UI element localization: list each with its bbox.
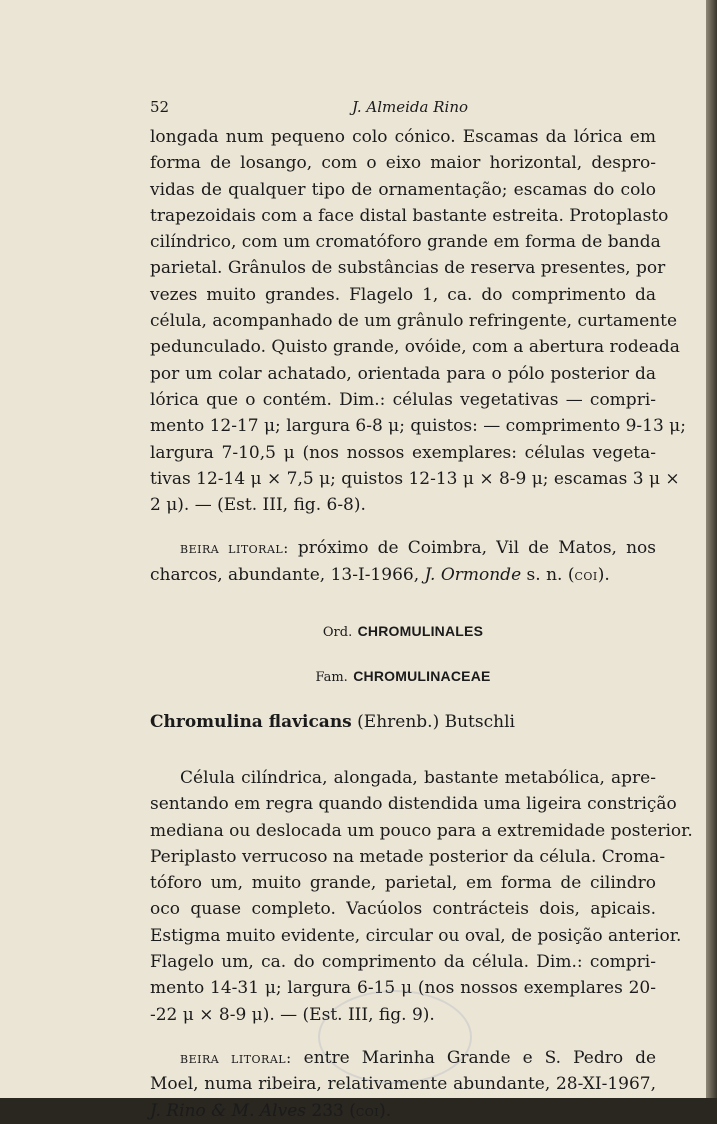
text-line: célula, acompanhado de um grânulo refringente, curtamente — [150, 311, 678, 332]
locality-line: J. Rino & M. Alves 233 (coi). — [150, 1100, 392, 1121]
text-line: Flagelo um, ca. do comprimento da célula. Dim.: compri- — [150, 952, 656, 973]
text-line: pedunculado. Quisto grande, ovóide, com a abertura rodeada — [150, 337, 680, 358]
text-line: vezes muito grandes. Flagelo 1, ca. do comprimento da — [150, 284, 656, 305]
locality-text: entre Marinha Grande e S. Pedro de — [303, 1047, 657, 1068]
order-name: CHROMULINALES — [357, 623, 484, 640]
text-line: tóforo um, muito grande, parietal, em forma de cilindro — [150, 873, 656, 894]
text-line: forma de losango, com o eixo maior horizontal, despro- — [150, 153, 656, 174]
page-body — [150, 124, 693, 1124]
locality-line: Moel, numa ribeira, relativamente abundante, 28-XI-1967, — [150, 1074, 656, 1095]
text-line: mento 12-17 μ; largura 6-8 μ; quistos: — comprimento 9-13 μ; — [150, 416, 686, 437]
running-head: J. Almeida Rino — [352, 98, 469, 116]
text-line: cilíndrico, com um cromatóforo grande em forma de banda — [150, 232, 661, 253]
paragraph-lorica-description — [150, 124, 686, 518]
text-line: lórica que o contém. Dim.: células vegetativas — compri- — [150, 389, 656, 410]
locality-note-coimbra — [150, 535, 656, 561]
herbarium-code: coi — [574, 565, 598, 584]
species-name: Chromulina flavicans — [150, 711, 352, 732]
family-prefix: Fam. — [315, 670, 348, 686]
page-header — [150, 98, 656, 120]
text-line: trapezoidais com a face distal bastante estreita. Protoplasto — [150, 205, 669, 226]
herbarium-code: coi — [355, 1101, 380, 1120]
text-line: oco quase completo. Vacúolos contrácteis dois, apicais. — [150, 899, 656, 920]
text-line: por um colar achatado, orientada para o pólo posterior da — [150, 363, 656, 384]
text-line: tivas 12-14 μ × 7,5 μ; quistos 12-13 μ × 8-9 μ; escamas 3 μ × — [150, 468, 680, 489]
text-line: longada num pequeno colo cónico. Escamas da lórica em — [150, 127, 656, 147]
family-heading — [150, 663, 656, 691]
text-line: mediana ou deslocada um pouco para a extremidade posterior. — [150, 820, 693, 841]
locality-text: próximo de Coimbra, Vil de Matos, nos — [297, 538, 656, 559]
library-stamp — [318, 990, 472, 1084]
text-line: Estigma muito evidente, circular ou oval, de posição anterior. — [150, 925, 682, 946]
text-line: vidas de qualquer tipo de ornamentação; escamas do colo — [150, 179, 656, 200]
collector-name: J. Ormonde — [424, 564, 522, 585]
locality-line: charcos, abundante, 13-I-1966, J. Ormonde s. n. (coi). — [150, 564, 610, 585]
text-line: Periplasto verrucoso na metade posterior da célula. Croma- — [150, 846, 666, 867]
page-number: 52 — [150, 98, 170, 116]
species-authority: (Ehrenb.) Butschli — [357, 711, 515, 732]
paragraph-species-description — [150, 765, 693, 1028]
text-line: Célula cilíndrica, alongada, bastante metabólica, apre- — [180, 767, 656, 788]
order-heading — [150, 618, 656, 646]
order-prefix: Ord. — [322, 625, 353, 641]
text-line: 2 μ). — (Est. III, fig. 6-8). — [150, 495, 366, 516]
collector-names: J. Rino & M. Alves — [150, 1100, 306, 1121]
page-edge-shadow — [706, 0, 717, 1098]
locality-label: beira litoral: — [180, 539, 289, 558]
locality-label: beira litoral: — [180, 1048, 292, 1067]
species-heading — [150, 709, 656, 735]
text-line: largura 7-10,5 μ (nos nossos exemplares: células vegeta- — [150, 442, 656, 463]
text-line: mento 14-31 μ; largura 6-15 μ (nos nossos exemplares 20- — [150, 978, 656, 999]
family-name: CHROMULINACEAE — [353, 668, 491, 685]
text-line: -22 μ × 8-9 μ). — (Est. III, fig. 9). — [150, 1004, 435, 1025]
text-line: sentando em regra quando distendida uma ligeira constrição — [150, 794, 677, 815]
text-line: parietal. Grânulos de substâncias de reserva presentes, por — [150, 258, 666, 279]
